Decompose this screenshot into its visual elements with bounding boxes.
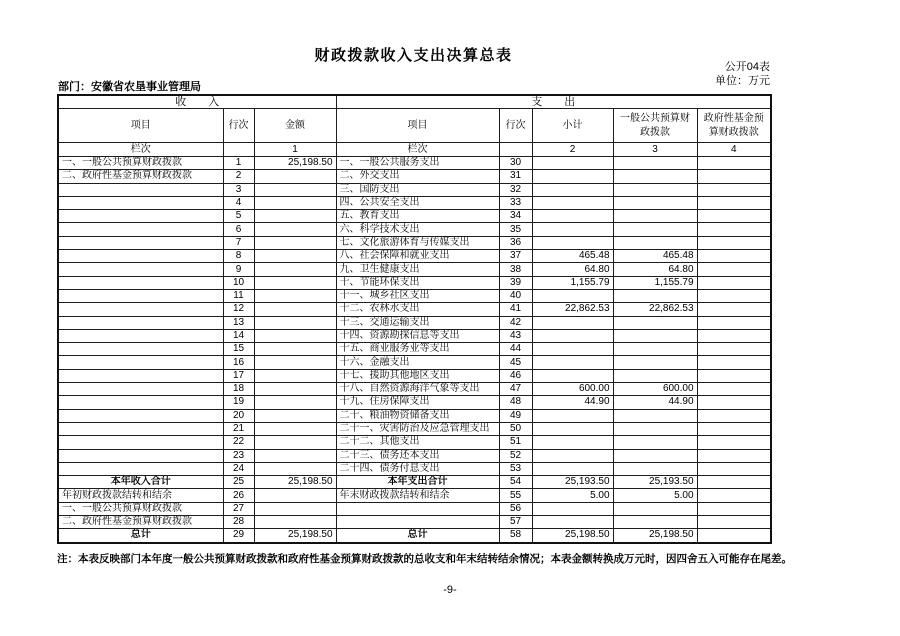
expense-item-cell: 五、教育支出 [336,210,499,223]
expense-line-cell: 54 [499,476,532,489]
footnote: 注：本表反映部门本年度一般公共预算财政拨款和政府性基金预算财政拨款的总收支和年末结转结余情况；本表金额转换成万元时，因四舍五入可能存在尾差。 [57,553,792,565]
income-line-cell: 3 [223,183,254,196]
table-row [58,369,771,382]
income-lanci-blank [223,143,254,157]
unit-label: 单位：万元 [715,75,770,87]
expense-item-cell: 十六、金融支出 [336,356,499,369]
expense-item-cell: 十三、交通运输支出 [336,316,499,329]
income-amount-cell: 25,198.50 [254,529,336,543]
expense-item-cell: 十一、城乡社区支出 [336,289,499,302]
expense-line-cell: 41 [499,303,532,316]
expense-general-budget-cell [613,223,697,236]
table-row [58,343,771,356]
expense-subtotal-cell [532,289,613,302]
income-line-cell: 12 [223,303,254,316]
income-item-cell [58,289,223,302]
expense-gov-fund-cell [697,516,771,529]
table-row [58,329,771,342]
table-row [58,157,771,170]
expense-gov-fund-header: 政府性基金预算财政拨款 [697,109,771,143]
expense-subtotal-cell: 44.90 [532,396,613,409]
expense-general-budget-cell [613,196,697,209]
income-amount-header: 金额 [254,109,336,143]
expense-item-cell: 九、卫生健康支出 [336,263,499,276]
income-item-cell [58,449,223,462]
income-item-cell: 本年收入合计 [58,476,223,489]
table-row [58,196,771,209]
income-item-cell [58,250,223,263]
expense-gov-fund-cell [697,263,771,276]
expense-subtotal-cell [532,436,613,449]
income-item-cell: 一、一般公共预算财政拨款 [58,502,223,515]
income-line-cell: 2 [223,170,254,183]
income-line-cell: 25 [223,476,254,489]
expense-general-budget-cell [613,409,697,422]
column-header-row [58,109,771,143]
expense-item-cell [336,502,499,515]
expense-gov-fund-cell [697,170,771,183]
expense-item-cell: 二十一、灾害防治及应急管理支出 [336,422,499,435]
expense-item-cell: 四、公共安全支出 [336,196,499,209]
expense-gov-fund-cell [697,489,771,502]
page-number: -9- [443,584,457,596]
expense-item-cell: 十、节能环保支出 [336,276,499,289]
table-row [58,223,771,236]
income-line-cell: 13 [223,316,254,329]
expense-gov-fund-cell [697,316,771,329]
expense-general-budget-cell [613,356,697,369]
income-line-cell: 15 [223,343,254,356]
expense-line-cell: 55 [499,489,532,502]
expense-gov-fund-cell [697,276,771,289]
header-meta [715,60,770,88]
income-lanci-label: 栏次 [58,143,223,157]
expense-general-budget-cell [613,462,697,475]
expense-line-cell: 36 [499,236,532,249]
income-col-index-1: 1 [254,143,336,157]
expense-subtotal-cell [532,316,613,329]
expense-subtotal-cell [532,356,613,369]
expense-line-cell: 57 [499,516,532,529]
expense-subtotal-cell [532,236,613,249]
expense-item-cell: 十二、农林水支出 [336,303,499,316]
expense-item-cell: 一、一般公共服务支出 [336,157,499,170]
expense-subtotal-cell [532,196,613,209]
income-amount-cell [254,502,336,515]
table-row [58,170,771,183]
expense-subtotal-cell [532,422,613,435]
expense-general-budget-cell [613,369,697,382]
expense-line-cell: 47 [499,383,532,396]
expense-general-budget-cell [613,516,697,529]
expense-item-header: 项目 [336,109,499,143]
income-line-cell: 14 [223,329,254,342]
expense-subtotal-cell [532,516,613,529]
table-row [58,516,771,529]
expense-subtotal-cell: 64.80 [532,263,613,276]
income-line-cell: 16 [223,356,254,369]
expense-item-cell: 二十四、债务付息支出 [336,462,499,475]
table-row [58,529,771,543]
income-amount-cell [254,250,336,263]
expense-gov-fund-cell [697,157,771,170]
expense-item-cell: 三、国防支出 [336,183,499,196]
expense-general-budget-cell [613,236,697,249]
income-item-cell [58,409,223,422]
expense-general-budget-cell [613,170,697,183]
expense-line-cell: 46 [499,369,532,382]
income-item-cell [58,343,223,356]
expense-gov-fund-cell [697,289,771,302]
expense-subtotal-cell [532,183,613,196]
expense-item-cell: 十八、自然资源海洋气象等支出 [336,383,499,396]
table-row [58,409,771,422]
income-item-cell [58,422,223,435]
income-item-cell [58,436,223,449]
expense-item-cell: 八、社会保障和就业支出 [336,250,499,263]
income-amount-cell [254,343,336,356]
income-line-cell: 11 [223,289,254,302]
column-index-row [58,143,771,157]
income-amount-cell [254,210,336,223]
income-amount-cell [254,449,336,462]
expense-line-cell: 37 [499,250,532,263]
income-amount-cell [254,489,336,502]
table-row [58,303,771,316]
expense-line-cell: 35 [499,223,532,236]
income-item-cell: 二、政府性基金预算财政拨款 [58,170,223,183]
income-item-cell [58,462,223,475]
expense-subtotal-cell [532,502,613,515]
expense-general-budget-cell [613,183,697,196]
expense-subtotal-cell [532,409,613,422]
table-row [58,422,771,435]
expense-gov-fund-cell [697,409,771,422]
expense-subtotal-cell [532,210,613,223]
income-amount-cell [254,316,336,329]
income-line-cell: 24 [223,462,254,475]
expense-gov-fund-cell [697,396,771,409]
income-amount-cell [254,263,336,276]
expense-general-budget-cell: 5.00 [613,489,697,502]
income-amount-cell [254,516,336,529]
income-item-cell: 一、一般公共预算财政拨款 [58,157,223,170]
expense-line-cell: 50 [499,422,532,435]
income-line-cell: 4 [223,196,254,209]
income-line-cell: 17 [223,369,254,382]
income-amount-cell [254,369,336,382]
table-row [58,356,771,369]
income-amount-cell [254,196,336,209]
expense-general-budget-cell: 1,155.79 [613,276,697,289]
expense-line-cell: 32 [499,183,532,196]
income-item-cell [58,303,223,316]
expense-general-budget-cell: 25,198.50 [613,529,697,543]
income-amount-cell [254,236,336,249]
income-line-cell: 23 [223,449,254,462]
income-item-cell [58,223,223,236]
expense-gov-fund-cell [697,436,771,449]
expense-subtotal-cell [532,449,613,462]
expense-line-cell: 34 [499,210,532,223]
expense-section-header: 支 出 [336,95,771,109]
expense-gov-fund-cell [697,502,771,515]
expense-line-cell: 58 [499,529,532,543]
income-line-cell: 10 [223,276,254,289]
table-row [58,236,771,249]
expense-subtotal-cell [532,343,613,356]
expense-item-cell: 二、外交支出 [336,170,499,183]
expense-line-cell: 33 [499,196,532,209]
expense-subtotal-cell [532,223,613,236]
expense-subtotal-cell: 465.48 [532,250,613,263]
expense-line-cell: 40 [499,289,532,302]
expense-subtotal-cell [532,170,613,183]
income-line-cell: 5 [223,210,254,223]
expense-general-budget-cell: 64.80 [613,263,697,276]
income-line-cell: 1 [223,157,254,170]
expense-item-cell: 十四、资源勘探信息等支出 [336,329,499,342]
expense-col-index-2: 2 [532,143,613,157]
expense-line-cell: 43 [499,329,532,342]
expense-line-cell: 53 [499,462,532,475]
income-section-header: 收 入 [58,95,336,109]
table-row [58,289,771,302]
income-line-cell: 6 [223,223,254,236]
income-amount-cell [254,422,336,435]
income-item-cell: 总计 [58,529,223,543]
income-item-cell [58,236,223,249]
expense-general-budget-cell [613,316,697,329]
expense-line-cell: 30 [499,157,532,170]
expense-general-budget-cell [613,157,697,170]
income-line-header: 行次 [223,109,254,143]
income-item-cell [58,369,223,382]
table-row [58,183,771,196]
expense-item-cell: 年末财政拨款结转和结余 [336,489,499,502]
income-item-cell: 二、政府性基金预算财政拨款 [58,516,223,529]
income-line-cell: 20 [223,409,254,422]
expense-general-budget-cell [613,436,697,449]
income-item-cell [58,316,223,329]
expense-item-cell: 十九、住房保障支出 [336,396,499,409]
table-row [58,210,771,223]
expense-gov-fund-cell [697,422,771,435]
expense-gov-fund-cell [697,369,771,382]
income-item-cell [58,356,223,369]
income-line-cell: 29 [223,529,254,543]
expense-general-budget-cell: 22,862.53 [613,303,697,316]
income-item-cell [58,183,223,196]
table-row [58,502,771,515]
expense-general-budget-cell [613,343,697,356]
table-row [58,316,771,329]
expense-col-index-3: 3 [613,143,697,157]
expense-gov-fund-cell [697,236,771,249]
expense-general-budget-cell [613,289,697,302]
expense-item-cell: 总计 [336,529,499,543]
table-code-label: 公开04表 [724,61,770,73]
income-amount-cell [254,289,336,302]
expense-general-budget-cell: 465.48 [613,250,697,263]
expense-general-budget-cell [613,502,697,515]
income-amount-cell [254,383,336,396]
expense-gov-fund-cell [697,250,771,263]
income-item-cell [58,396,223,409]
expense-gov-fund-cell [697,383,771,396]
expense-gov-fund-cell [697,529,771,543]
expense-gov-fund-cell [697,462,771,475]
income-item-cell [58,383,223,396]
fiscal-appropriation-table [57,94,772,544]
expense-subtotal-cell: 25,198.50 [532,529,613,543]
income-item-header: 项目 [58,109,223,143]
expense-general-budget-header: 一般公共预算财政拨款 [613,109,697,143]
expense-general-budget-cell [613,210,697,223]
section-header-row [58,95,771,109]
income-amount-cell [254,170,336,183]
income-line-cell: 27 [223,502,254,515]
income-amount-cell [254,462,336,475]
expense-lanci-blank [499,143,532,157]
expense-item-cell: 十五、商业服务业等支出 [336,343,499,356]
expense-line-cell: 38 [499,263,532,276]
income-line-cell: 18 [223,383,254,396]
expense-subtotal-cell: 600.00 [532,383,613,396]
table-row [58,396,771,409]
expense-line-cell: 56 [499,502,532,515]
income-line-cell: 21 [223,422,254,435]
expense-line-cell: 39 [499,276,532,289]
expense-general-budget-cell: 25,193.50 [613,476,697,489]
income-item-cell [58,263,223,276]
table-row [58,263,771,276]
expense-line-cell: 48 [499,396,532,409]
expense-subtotal-cell: 5.00 [532,489,613,502]
expense-gov-fund-cell [697,183,771,196]
expense-line-header: 行次 [499,109,532,143]
expense-subtotal-cell: 25,193.50 [532,476,613,489]
expense-gov-fund-cell [697,476,771,489]
expense-item-cell: 六、科学技术支出 [336,223,499,236]
table-row [58,383,771,396]
expense-general-budget-cell [613,449,697,462]
expense-line-cell: 42 [499,316,532,329]
expense-gov-fund-cell [697,356,771,369]
expense-item-cell: 七、文化旅游体育与传媒支出 [336,236,499,249]
expense-subtotal-cell: 22,862.53 [532,303,613,316]
page-title: 财政拨款收入支出决算总表 [314,47,513,64]
table-row [58,476,771,489]
expense-line-cell: 51 [499,436,532,449]
expense-general-budget-cell [613,329,697,342]
expense-line-cell: 31 [499,170,532,183]
expense-gov-fund-cell [697,449,771,462]
income-amount-cell [254,276,336,289]
income-amount-cell [254,409,336,422]
expense-item-cell: 二十二、其他支出 [336,436,499,449]
expense-subtotal-cell: 1,155.79 [532,276,613,289]
income-item-cell [58,210,223,223]
expense-gov-fund-cell [697,210,771,223]
income-amount-cell [254,329,336,342]
expense-item-cell: 本年支出合计 [336,476,499,489]
income-line-cell: 9 [223,263,254,276]
expense-gov-fund-cell [697,196,771,209]
expense-item-cell: 十七、援助其他地区支出 [336,369,499,382]
income-amount-cell: 25,198.50 [254,476,336,489]
expense-subtotal-cell [532,462,613,475]
expense-subtotal-cell [532,329,613,342]
expense-gov-fund-cell [697,343,771,356]
expense-subtotal-cell [532,157,613,170]
income-item-cell [58,329,223,342]
income-line-cell: 26 [223,489,254,502]
expense-line-cell: 52 [499,449,532,462]
expense-item-cell: 二十、粮油物资储备支出 [336,409,499,422]
expense-subtotal-header: 小计 [532,109,613,143]
expense-gov-fund-cell [697,223,771,236]
expense-line-cell: 49 [499,409,532,422]
table-row [58,276,771,289]
income-amount-cell [254,223,336,236]
expense-item-cell [336,516,499,529]
income-line-cell: 19 [223,396,254,409]
table-row [58,436,771,449]
expense-item-cell: 二十三、债务还本支出 [336,449,499,462]
income-line-cell: 8 [223,250,254,263]
income-item-cell [58,196,223,209]
expense-general-budget-cell [613,422,697,435]
income-item-cell [58,276,223,289]
income-amount-cell [254,436,336,449]
income-amount-cell [254,303,336,316]
table-body [58,157,771,543]
table-row [58,449,771,462]
table-row [58,462,771,475]
expense-line-cell: 44 [499,343,532,356]
expense-line-cell: 45 [499,356,532,369]
income-line-cell: 7 [223,236,254,249]
income-item-cell: 年初财政拨款结转和结余 [58,489,223,502]
income-amount-cell: 25,198.50 [254,157,336,170]
income-line-cell: 28 [223,516,254,529]
income-amount-cell [254,356,336,369]
expense-lanci-label: 栏次 [336,143,499,157]
expense-general-budget-cell: 44.90 [613,396,697,409]
income-line-cell: 22 [223,436,254,449]
table-row [58,489,771,502]
income-amount-cell [254,183,336,196]
expense-gov-fund-cell [697,303,771,316]
department-label: 部门：安徽省农垦事业管理局 [58,81,201,93]
expense-subtotal-cell [532,369,613,382]
expense-gov-fund-cell [697,329,771,342]
expense-general-budget-cell: 600.00 [613,383,697,396]
expense-col-index-4: 4 [697,143,771,157]
income-amount-cell [254,396,336,409]
table-row [58,250,771,263]
